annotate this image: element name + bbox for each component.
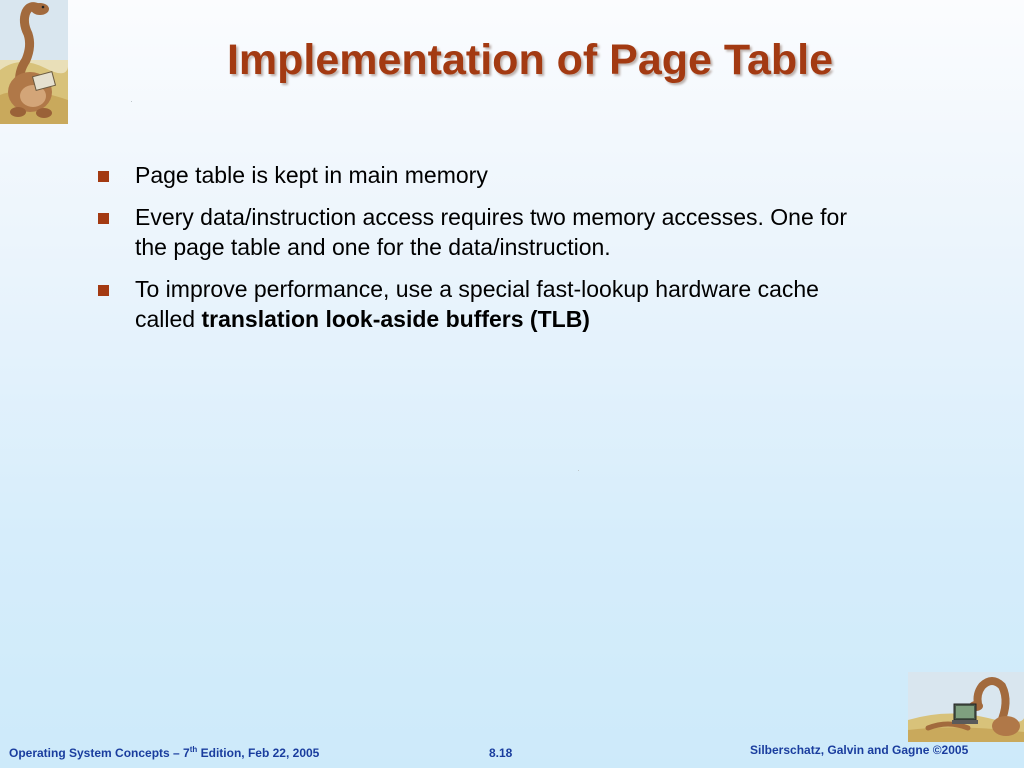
bullet-item [97,160,857,191]
square-bullet-icon [98,171,109,182]
bullet-item [97,274,857,335]
dinosaur-computer-icon [908,672,1024,742]
footer-superscript: th [189,745,198,754]
bullet-item [97,202,857,263]
speck [578,470,579,471]
page-number: 8.18 [489,746,513,760]
bullet-text: Page table is kept in main memory [135,162,488,188]
bullet-text: Every data/instruction access requires two memory accesses. One for the page table and one for the data/instruction. [135,203,848,260]
square-bullet-icon [98,285,109,296]
bullet-text: To improve performance, use a special fast-lookup hardware cache called translation look-aside buffers (TLB) [135,275,819,332]
footer-book-title: Operating System Concepts – 7th Edition, Feb 22, 2005 [9,745,320,760]
bullet-emphasis: translation look-aside buffers (TLB) [201,306,590,332]
slide-title: Implementation of Page Table [226,36,834,84]
bullet-list [97,160,857,346]
speck [131,101,132,102]
footer-copyright: Silberschatz, Galvin and Gagne ©2005 [750,743,969,757]
square-bullet-icon [98,213,109,224]
